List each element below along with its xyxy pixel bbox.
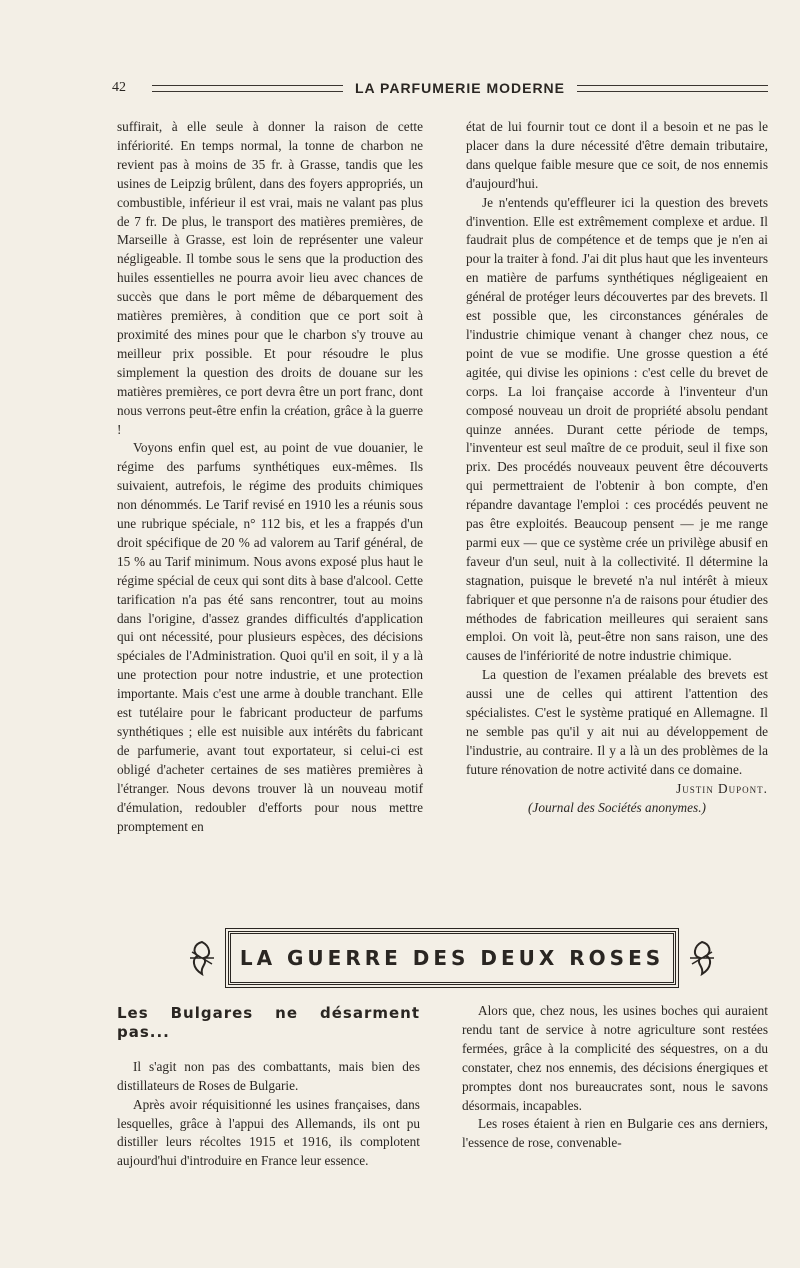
paragraph: Les roses étaient à rien en Bulgarie ces ans derniers, l'essence de rose, convenable- — [462, 1116, 768, 1151]
paragraph: Après avoir réquisitionné les usines françaises, dans lesquelles, grâce à l'appui des Allemands, ils ont pu distiller leurs récoltes 1915 et 1916, ils complotent aujourd'hui d'introduire en France leur essence. — [117, 1096, 420, 1169]
article-column-2 — [466, 118, 768, 818]
article2-column-2 — [462, 1002, 768, 1153]
article-column-1 — [117, 118, 423, 836]
header-rule-right — [577, 85, 768, 92]
paragraph: Voyons enfin quel est, au point de vue douanier, le régime des parfums synthétiques eux-mêmes. Ils suivaient, autrefois, le régime des produits chimiques non dénommés. Le Tarif revisé en 1910 les a réunis sous une rubrique spéciale, n° 112 bis, et les a frappés d'un droit spécifique de 20 % ad valorem au Tarif général, de 15 % au Tarif minimum. Nous avons exposé plus haut le régime spécial de ceux qui sont dits à base d'alcool. Cette tarification n'a pas été sans rencontrer, tout au moins dans l'origine, d'assez grandes difficultés d'application qui ont nécessité, pour plusieurs espèces, des décisions spéciales de l'Administration. Quoi qu'il en soit, il y a là une protection pour notre industrie, et une protection importante. Mais c'est une arme à double tranchant. Elle est tutélaire pour le fabricant producteur de parfums synthétiques ; elle est nuisible aux intérêts du fabricant de parfumerie, avant tout exportateur, si celui-ci est obligé d'acheter certaines de ses matières premières à l'étranger. Nous devons trouver là un nouveau motif d'émulation, redoubler d'efforts pour nous mettre promptement en — [117, 440, 423, 834]
section-banner — [186, 930, 718, 986]
page-number: 42 — [112, 80, 126, 95]
paragraph: Je n'entends qu'effleurer ici la question des brevets d'invention. Elle est extrêmement complexe et ardue. Il faudrait plus de compétence et de temps que je n'en ai pour la traiter à fond. J'ai dit plus haut que les inventeurs en matière de parfums synthétiques négligeaient en général de protéger leurs découvertes par des brevets. Il est possible que, les circonstances générales de l'industrie chimique venant à changer chez nous, ce point de vue se modifie. Une grosse question a été agitée, qui divise les opinions : c'est celle du brevet de corps. La loi française accorde à l'inventeur d'un composé nouveau un droit de propriété absolu pendant quinze années. Durant cette période de temps, l'inventeur est seul maître de ce produit, seul il fixe son prix. Des procédés nouveaux peuvent être découverts qui permettraient de l'obtenir à bon compte, d'en répandre davantage l'emploi : ces procédés peuvent ne pas être exploités. Beaucoup pensent — je me range parmi eux — que ce système crée un privilège abusif en faveur d'un seul, nuit à la collectivité. Il détermine la stagnation, puisque le breveté n'a nul intérêt à mieux fabriquer et que personne n'a de raisons pour étudier des méthodes de fabrication meilleures qui seraient sans emploi. On voit là, peut-être non sans raison, une des causes de l'infériorité de notre industrie chimique. — [466, 194, 768, 664]
article2-column-1 — [117, 1004, 420, 1171]
page-header — [112, 76, 768, 100]
paragraph: Il s'agit non pas des combattants, mais bien des distillateurs de Roses de Bulgarie. — [117, 1058, 420, 1093]
rose-ornament-icon — [186, 938, 218, 978]
paragraph: état de lui fournir tout ce dont il a besoin et ne pas le placer dans la dure nécessité d'être demain tributaire, dans quelque faible mesure que ce soit, de nos ennemis d'aujourd'hui. — [466, 119, 768, 191]
paragraph: Alors que, chez nous, les usines boches qui auraient rendu tant de service à notre agriculture sont restées fermées, grâce à la complicité des séquestres, on a du constater, chez nos ennemis, des décisions énergiques et promptes dont nos bureaucrates sont, nous le savons désormais, incapables. — [462, 1003, 768, 1113]
author-signature: Justin Dupont. — [676, 780, 768, 796]
header-rule-left — [152, 85, 343, 92]
source-citation: (Journal des Sociétés anonymes.) — [528, 799, 706, 815]
article-subhead: Les Bulgares ne désarment pas... — [117, 1004, 420, 1041]
paragraph: La question de l'examen préalable des brevets est aussi une de celles qui attirent l'attention des spécialistes. C'est le système pratiqué en Allemagne. Il ne semble pas qu'il y ait nui au développement de l'industrie, au contraire. Il y a là un des problèmes de la future rénovation de notre activité dans ce domaine. — [466, 667, 768, 777]
banner-title: LA GUERRE DES DEUX ROSES — [228, 931, 676, 985]
rose-ornament-icon — [686, 938, 718, 978]
running-title: LA PARFUMERIE MODERNE — [355, 80, 565, 96]
paragraph: suffirait, à elle seule à donner la raison de cette infériorité. En temps normal, la tonne de charbon ne revient pas à moins de 35 fr. à Grasse, tandis que les usines de Leipzig brûlent, dans des foyers appropriés, un combustible, inférieur il est vrai, mais ne valant pas plus de 7 fr. De plus, le transport des matières premières, de Marseille à Grasse, est loin de représenter une valeur négligeable. Il tombe sous le sens que la production des huiles essentielles ne pourra avoir lieu avec chances de succès que dans le port même de débarquement des matières premières, à condition que ce port soit à proximité des mines pour que le charbon s'y trouve au meilleur prix possible. Et pour résoudre le plus simplement la question des droits de douane sur les matières premières, ce port devra être un port franc, dont nous verrons peut-être enfin la création, grâce à la guerre ! — [117, 119, 423, 437]
